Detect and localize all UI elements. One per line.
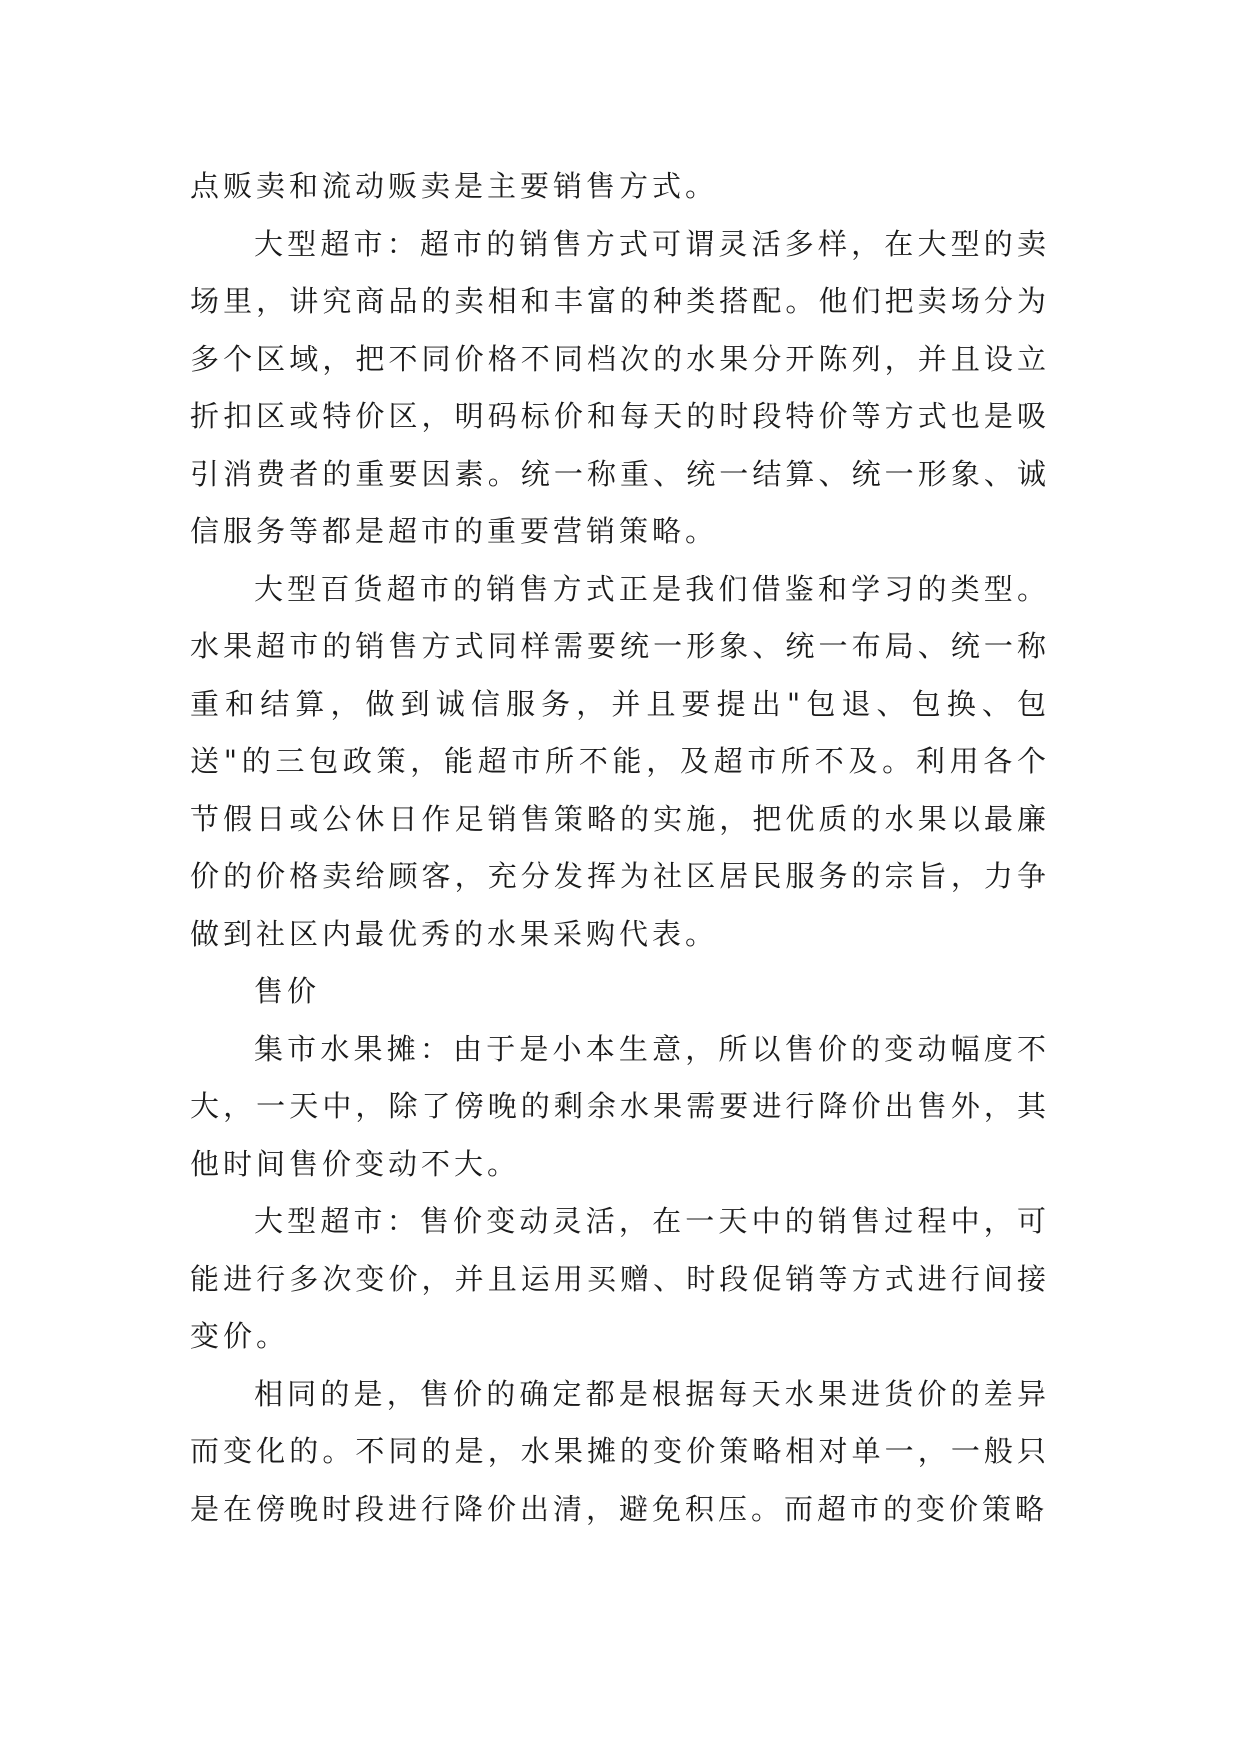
paragraph-market-stall-price: 集市水果摊：由于是小本生意，所以售价的变动幅度不大，一天中，除了傍晚的剩余水果需要进行降价出售外，其他时间售价变动不大。 — [190, 1031, 1050, 1181]
paragraph-department-store-model: 大型百货超市的销售方式正是我们借鉴和学习的类型。水果超市的销售方式同样需要统一形象、统一布局、统一称重和结算，做到诚信服务，并且要提出"包退、包换、包送"的三包政策，能超市所不能，及超市所不及。利用各个节假日或公休日作足销售策略的实施，把优质的水果以最廉价的价格卖给顾客，充分发挥为社区居民服务的宗旨，力争做到社区内最优秀的水果采购代表。 — [190, 571, 1050, 951]
paragraph-sales-methods-end: 点贩卖和流动贩卖是主要销售方式。 — [190, 169, 719, 203]
paragraph-supermarket-sales: 大型超市：超市的销售方式可谓灵活多样，在大型的卖场里，讲究商品的卖相和丰富的种类搭配。他们把卖场分为多个区域，把不同价格不同档次的水果分开陈列，并且设立折扣区或特价区，明码标价和每天的时段特价等方式也是吸引消费者的重要因素。统一称重、统一结算、统一形象、诚信服务等都是超市的重要营销策略。 — [190, 226, 1050, 548]
document-body — [190, 158, 1050, 1538]
section-heading-price: 售价 — [254, 974, 321, 1008]
paragraph-supermarket-price: 大型超市：售价变动灵活，在一天中的销售过程中，可能进行多次变价，并且运用买赠、时段促销等方式进行间接变价。 — [190, 1204, 1050, 1353]
paragraph-price-comparison: 相同的是，售价的确定都是根据每天水果进货价的差异而变化的。不同的是，水果摊的变价策略相对单一，一般只是在傍晚时段进行降价出清，避免积压。而超市的变价策略 — [190, 1376, 1050, 1526]
